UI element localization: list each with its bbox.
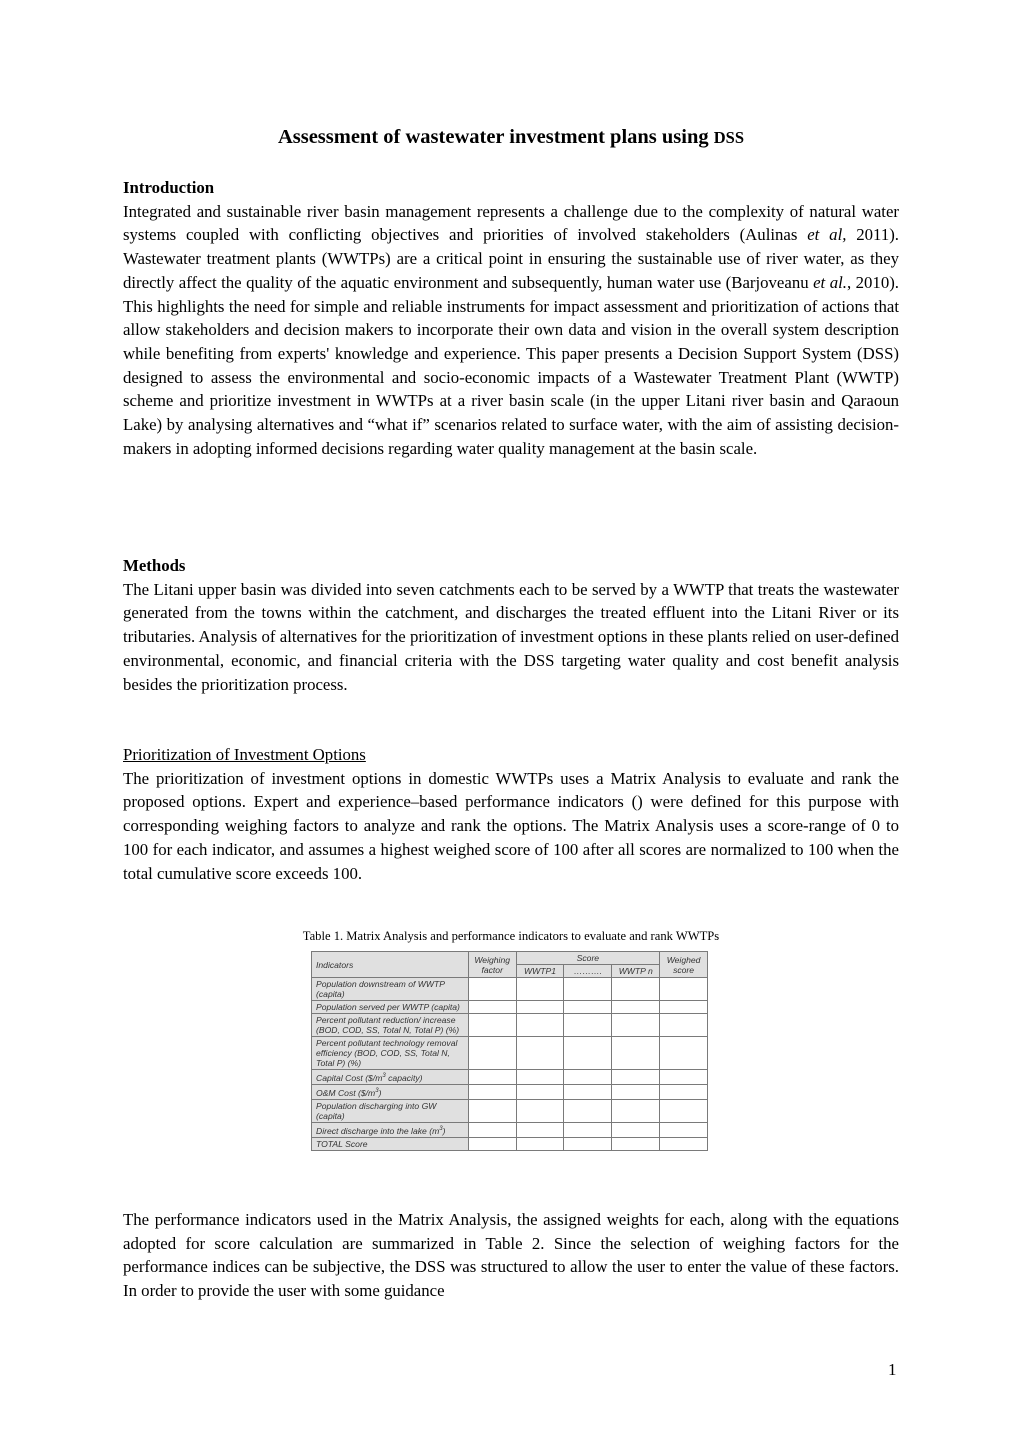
indicator-text: Population discharging into GW (capita) [316, 1100, 437, 1121]
empty-score-cell [516, 1137, 564, 1150]
empty-score-cell [468, 1137, 516, 1150]
prioritization-paragraph: The prioritization of investment options in domestic WWTPs uses a Matrix Analysis to evaluate and rank the proposed options. Expert and experience–based performance indicators () were defined for this purpose with corresponding weighing factors to analyze and rank the options. The Matrix Analysis uses a score-range of 0 to 100 for each indicator, and assumes a highest weighed score of 100 after all scores are normalized to 100 when the total cumulative score exceeds 100. [123, 768, 899, 883]
empty-score-cell [468, 1122, 516, 1137]
empty-score-cell [660, 1001, 708, 1014]
empty-score-cell [660, 1099, 708, 1122]
table-row [312, 1037, 708, 1070]
indicator-text: Direct discharge into the lake (m [316, 1125, 440, 1136]
empty-score-cell [468, 1099, 516, 1122]
header-wwtp1: WWTP1 [516, 965, 564, 978]
prioritization-heading: Prioritization of Investment Options [123, 745, 366, 764]
empty-score-cell [468, 1084, 516, 1099]
indicator-label [312, 1037, 469, 1070]
empty-score-cell [468, 1037, 516, 1070]
introduction-paragraph [123, 200, 899, 461]
empty-score-cell [612, 1122, 660, 1137]
intro-text-1: Integrated and sustainable river basin management represents a challenge due to the complexity of natural water systems coupled with conflicting objectives and priorities of involved stakeholders (Aulinas [123, 201, 899, 245]
indicator-label [312, 1122, 469, 1137]
empty-score-cell [564, 1122, 612, 1137]
empty-score-cell [660, 978, 708, 1001]
page-number: 1 [888, 1360, 897, 1379]
indicator-text: O&M Cost ($/m [316, 1087, 376, 1098]
citation-etal-1: et al, [807, 225, 847, 245]
indicator-text-tail: ) [442, 1125, 446, 1136]
header-indicators: Indicators [312, 952, 469, 978]
table1-caption: Table 1. Matrix Analysis and performance indicators to evaluate and rank WWTPs [302, 929, 720, 943]
table-row [312, 1084, 708, 1099]
empty-score-cell [564, 1001, 612, 1014]
indicator-superscript: 3 [375, 1087, 379, 1094]
table-row [312, 1137, 708, 1150]
indicator-text: Capital Cost ($/m [316, 1072, 383, 1083]
empty-score-cell [516, 1099, 564, 1122]
empty-score-cell [612, 1070, 660, 1085]
empty-score-cell [612, 1137, 660, 1150]
methods-section [123, 554, 899, 696]
indicator-text: Population downstream of WWTP (capita) [316, 979, 445, 999]
table-row [312, 1070, 708, 1085]
empty-score-cell [516, 978, 564, 1001]
indicator-text: Percent pollutant technology removal efficiency (BOD, COD, SS, Total N, Total P) (%) [316, 1038, 458, 1068]
intro-text-3: , 2010). This highlights the need for simple and reliable instruments for impact assessment and prioritization of actions that allow stakeholders and decision makers to incorporate their own data and vision in the overall system description while benefiting from experts' knowledge and experience. This paper presents a Decision Support System (DSS) designed to assess the environmental and socio-economic impacts of a Wastewater Treatment Plant (WWTP) scheme and prioritize investment in WWTPs at a river basin scale (in the upper Litani river basin and Qaraoun Lake) by analysing alternatives and “what if” scenarios related to surface water, with the aim of assisting decision-makers in adopting informed decisions regarding water quality management at the basin scale. [123, 272, 899, 458]
citation-etal-2: et al. [813, 272, 847, 292]
indicator-text: Population served per WWTP (capita) [316, 1002, 460, 1012]
empty-score-cell [564, 1037, 612, 1070]
table-row [312, 1014, 708, 1037]
empty-score-cell [516, 1084, 564, 1099]
indicator-text-tail: ) [378, 1087, 382, 1098]
empty-score-cell [660, 1137, 708, 1150]
indicator-superscript: 3 [382, 1073, 386, 1079]
empty-score-cell [612, 1001, 660, 1014]
empty-score-cell [660, 1122, 708, 1137]
indicator-label [312, 1001, 469, 1014]
indicator-text: Percent pollutant reduction/ increase (BOD, COD, SS, Total N, Total P) (%) [316, 1015, 460, 1035]
header-weighed-score: Weighed score [660, 952, 708, 978]
methods-paragraph: The Litani upper basin was divided into seven catchments each to be served by a WWTP that treats the wastewater generated from the towns within the catchment, and discharges the treated effluent into the Litani River or its tributaries. Analysis of alternatives for the prioritization of investment options in these plants relied on user-defined environmental, economic, and financial criteria with the DSS targeting water quality and cost benefit analysis besides the prioritization process. [123, 579, 899, 694]
empty-score-cell [612, 1014, 660, 1037]
empty-score-cell [612, 1099, 660, 1122]
empty-score-cell [564, 1137, 612, 1150]
matrix-analysis-table [311, 951, 708, 1151]
indicator-label [312, 978, 469, 1001]
closing-section [123, 1208, 899, 1303]
indicator-label [312, 1070, 469, 1085]
table-row [312, 1001, 708, 1014]
empty-score-cell [660, 1084, 708, 1099]
empty-score-cell [564, 1084, 612, 1099]
empty-score-cell [564, 978, 612, 1001]
introduction-heading: Introduction [123, 178, 215, 197]
table-row [312, 1099, 708, 1122]
intro-text-2: 2011). Wastewater treatment plants (WWTPs) are a critical point in ensuring the sustainable use of river water, as they directly affect the quality of the aquatic environment and subsequently, human water use (Barjoveanu [123, 225, 899, 292]
title-main: Assessment of wastewater investment plans using [277, 126, 714, 148]
indicator-superscript: 3 [439, 1125, 443, 1132]
header-wwtpn: WWTP n [612, 965, 660, 978]
title-acronym: DSS [713, 128, 745, 147]
empty-score-cell [516, 1122, 564, 1137]
closing-paragraph: The performance indicators used in the Matrix Analysis, the assigned weights for each, along with the equations adopted for score calculation are summarized in Table 2. Since the selection of weighing factors for the performance indices can be subjective, the DSS was structured to allow the user to enter the value of these factors. In order to provide the user with some guidance [123, 1210, 899, 1301]
empty-score-cell [516, 1001, 564, 1014]
empty-score-cell [612, 978, 660, 1001]
header-ellipsis: ………. [564, 965, 612, 978]
empty-score-cell [564, 1014, 612, 1037]
empty-score-cell [564, 1099, 612, 1122]
empty-score-cell [660, 1014, 708, 1037]
matrix-table-body [312, 978, 708, 1151]
empty-score-cell [660, 1070, 708, 1085]
indicator-text-tail: capacity) [385, 1072, 423, 1083]
empty-score-cell [468, 1001, 516, 1014]
empty-score-cell [516, 1014, 564, 1037]
header-weighing-factor: Weighing factor [468, 952, 516, 978]
indicator-label [312, 1084, 469, 1099]
empty-score-cell [468, 1070, 516, 1085]
empty-score-cell [516, 1070, 564, 1085]
empty-score-cell [660, 1037, 708, 1070]
empty-score-cell [516, 1037, 564, 1070]
indicator-text: TOTAL Score [316, 1138, 368, 1149]
indicator-label [312, 1137, 469, 1150]
document-title [123, 126, 899, 149]
prioritization-section [123, 743, 899, 885]
empty-score-cell [468, 978, 516, 1001]
empty-score-cell [612, 1037, 660, 1070]
introduction-section [123, 176, 899, 460]
table-row [312, 1122, 708, 1137]
indicator-label [312, 1099, 469, 1122]
header-score: Score [516, 952, 660, 965]
empty-score-cell [564, 1070, 612, 1085]
indicator-label [312, 1014, 469, 1037]
table-row [312, 978, 708, 1001]
empty-score-cell [612, 1084, 660, 1099]
methods-heading: Methods [123, 556, 186, 575]
empty-score-cell [468, 1014, 516, 1037]
